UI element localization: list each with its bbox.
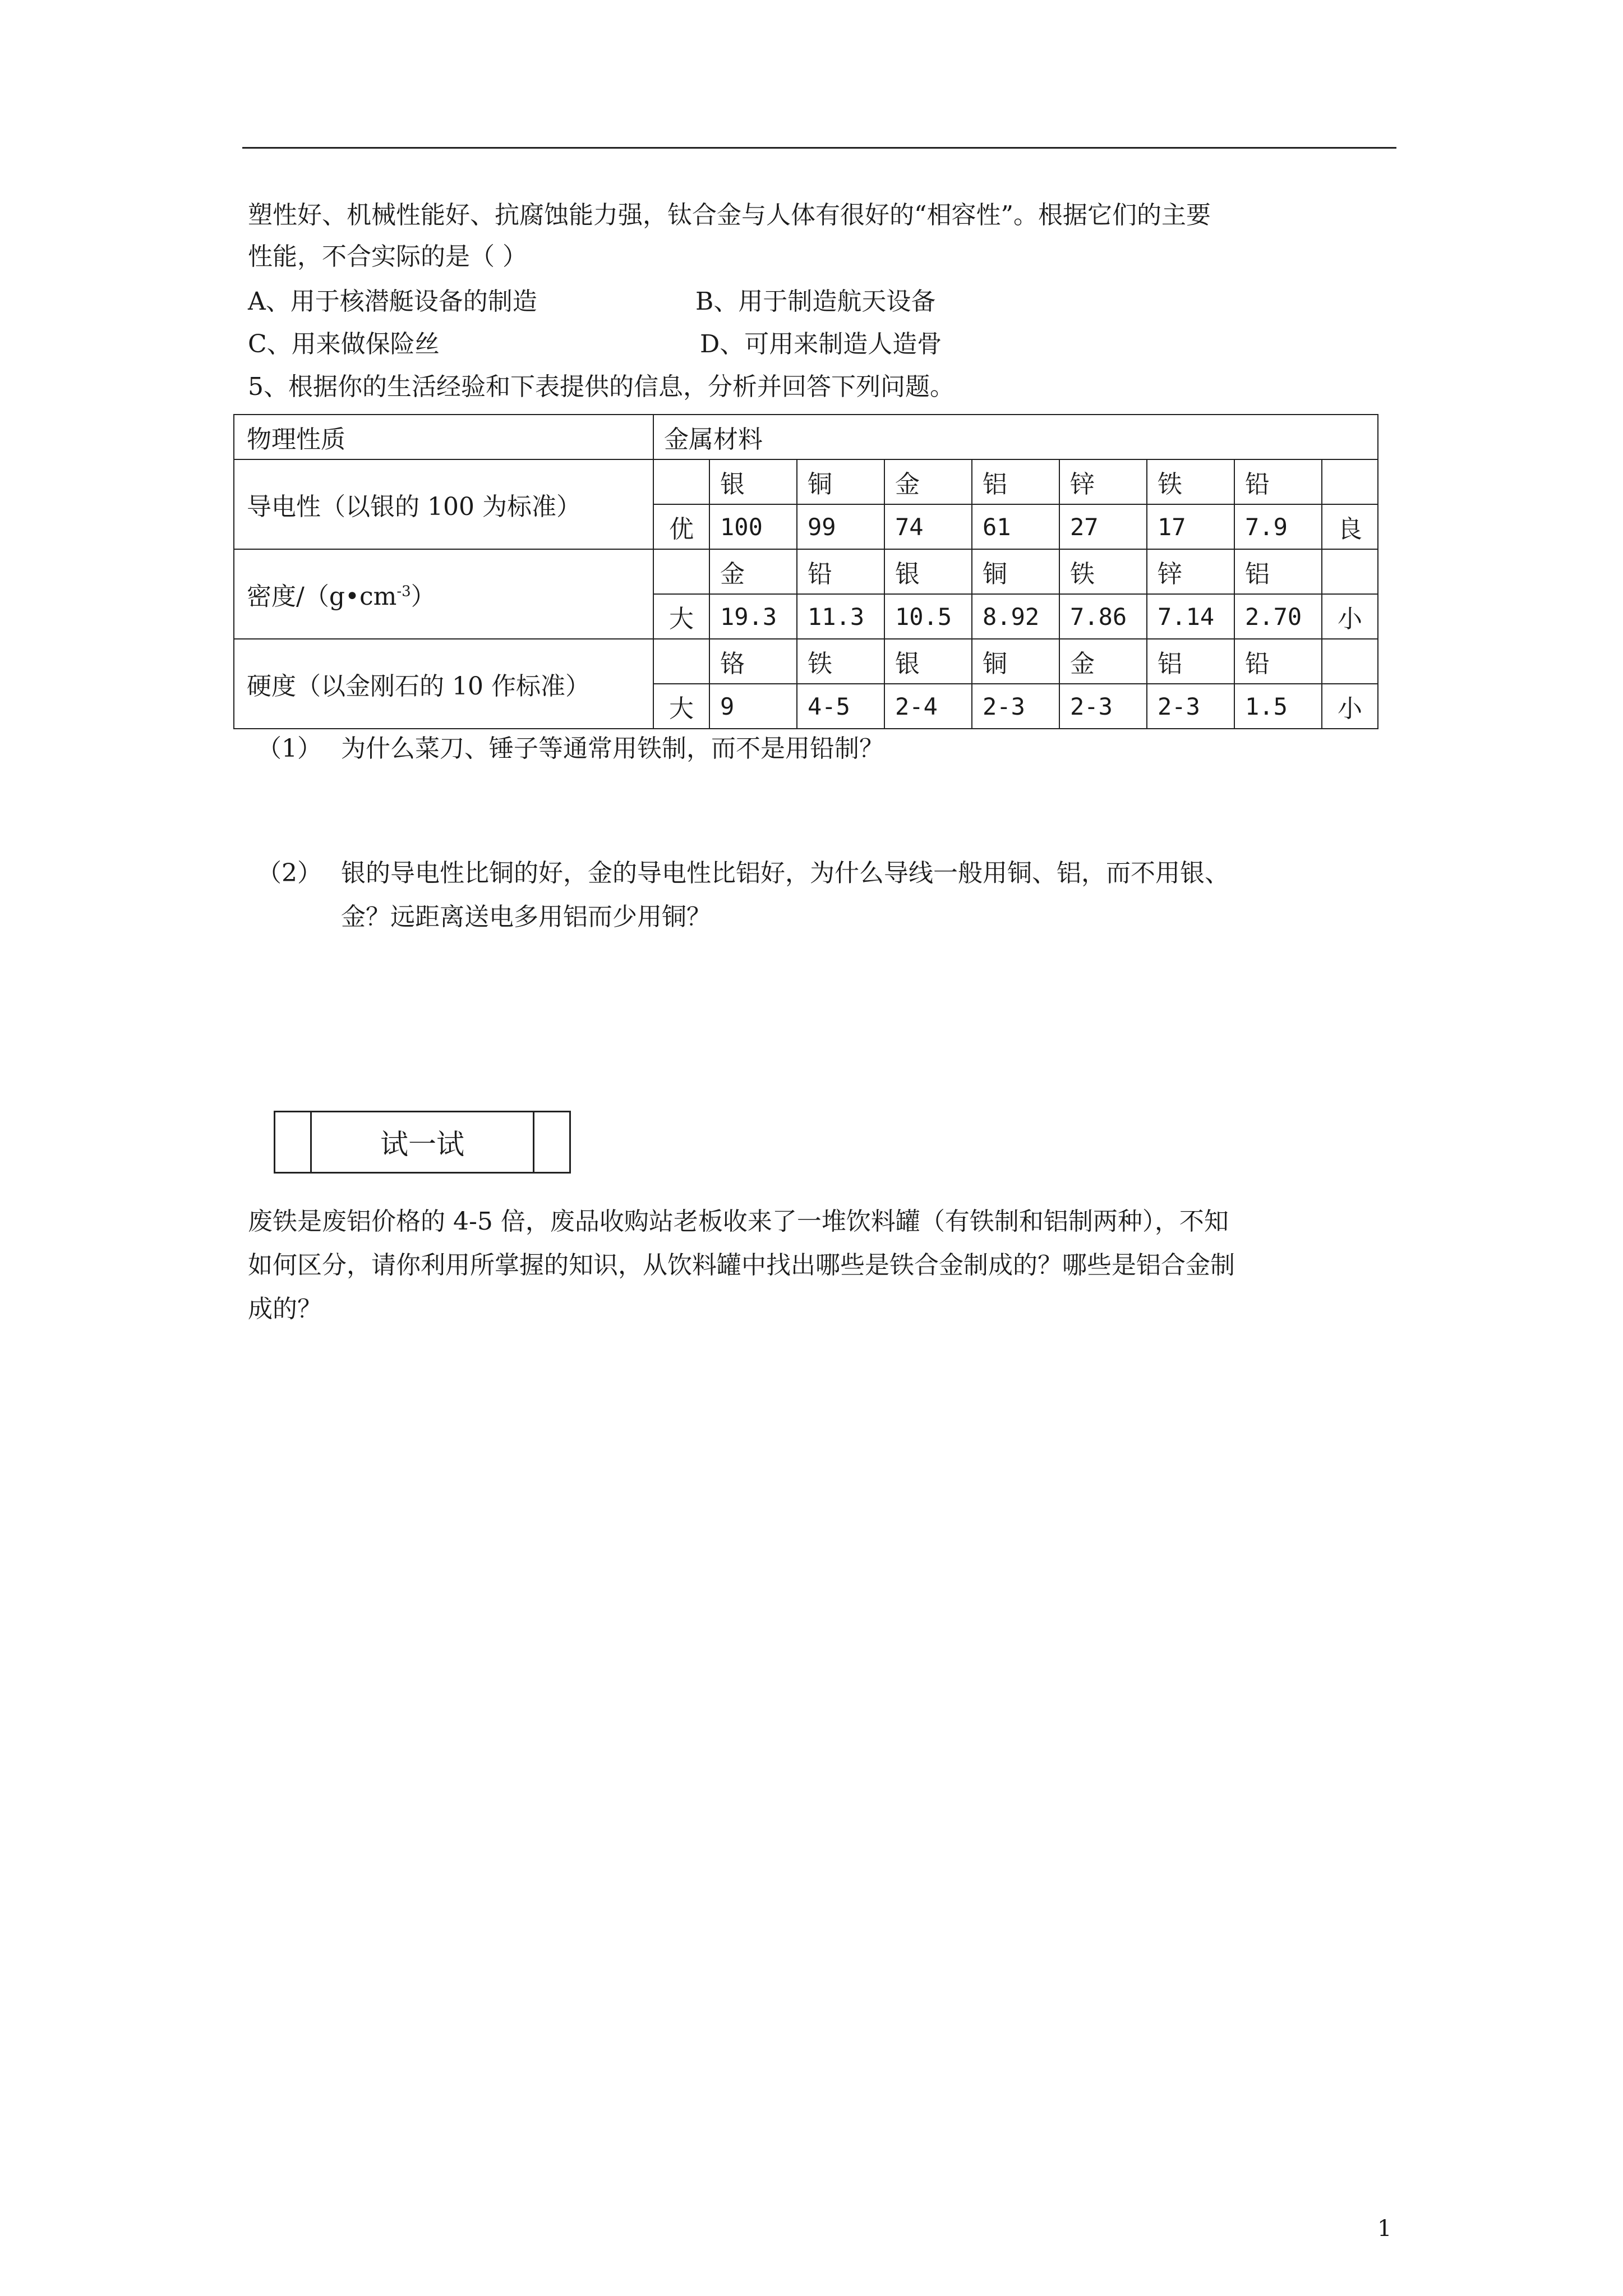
metal-name: 铁: [1059, 549, 1147, 594]
metal-properties-table: [233, 414, 1378, 729]
page-number: 1: [1377, 2216, 1392, 2242]
metal-name: 银: [709, 459, 797, 504]
metal-value: 7.14: [1147, 594, 1234, 639]
try-text-line-1: 废铁是废铝价格的 4-5 倍，废品收购站老板收来了一堆饮料罐（有铁制和铝制两种），不知: [248, 1207, 1229, 1236]
metal-value: 27: [1059, 504, 1147, 549]
metal-value: 2-3: [1059, 684, 1147, 729]
header-rule: [242, 147, 1396, 149]
sub-question-1-label: （1）: [257, 734, 322, 763]
conductivity-label: 导电性（以银的 100 为标准）: [234, 459, 653, 549]
metal-value: 61: [972, 504, 1059, 549]
option-a: A、用于核潜艇设备的制造: [248, 287, 537, 316]
sub-question-1: [257, 727, 1401, 772]
scale-high: 大: [653, 594, 709, 639]
metal-name: 金: [1059, 639, 1147, 684]
hardness-label: 硬度（以金刚石的 10 作标准）: [234, 639, 653, 729]
metal-name: 银: [884, 639, 972, 684]
metal-value: 7.9: [1234, 504, 1322, 549]
intro-line-2: 性能，不合实际的是（ ）: [248, 242, 527, 271]
metal-name: 铜: [972, 639, 1059, 684]
sub-question-1-text: 为什么菜刀、锤子等通常用铁制，而不是用铅制？: [341, 734, 884, 763]
table-cell: [653, 549, 709, 594]
metal-value: 1.5: [1234, 684, 1322, 729]
scale-high: 优: [653, 504, 709, 549]
metal-value: 19.3: [709, 594, 797, 639]
metal-name: 锌: [1059, 459, 1147, 504]
sub-question-2-text-line-1: 银的导电性比铜的好，金的导电性比铝好，为什么导线一般用铜、铝，而不用银、: [341, 859, 1229, 887]
metal-value: 2.70: [1234, 594, 1322, 639]
header-property: 物理性质: [234, 415, 653, 459]
table-row: [234, 549, 1378, 594]
metal-name: 金: [709, 549, 797, 594]
table-cell: [653, 459, 709, 504]
metal-value: 74: [884, 504, 972, 549]
metal-name: 铝: [972, 459, 1059, 504]
sub-question-2: [257, 852, 1401, 941]
metal-name: 铝: [1147, 639, 1234, 684]
scale-low: 小: [1322, 684, 1378, 729]
option-b: B、用于制造航天设备: [695, 287, 936, 316]
metal-name: 铜: [972, 549, 1059, 594]
intro-line-1: 塑性好、机械性能好、抗腐蚀能力强，钛合金与人体有很好的“相容性”。根据它们的主要: [248, 201, 1211, 229]
density-label-sup: -3: [396, 583, 411, 600]
metal-value: 9: [709, 684, 797, 729]
sub-question-2-label: （2）: [257, 859, 322, 887]
metal-name: 铅: [1234, 639, 1322, 684]
table-header-row: [234, 415, 1378, 459]
metal-name: 锌: [1147, 549, 1234, 594]
metal-value: 4-5: [797, 684, 884, 729]
table-row: [234, 459, 1378, 504]
metal-name: 铅: [797, 549, 884, 594]
try-it-title: 试一试: [380, 1128, 464, 1161]
header-material: 金属材料: [653, 415, 1378, 459]
option-d: D、可用来制造人造骨: [700, 330, 942, 358]
table-cell: [1322, 459, 1378, 504]
metal-value: 10.5: [884, 594, 972, 639]
metal-value: 2-3: [972, 684, 1059, 729]
try-text-line-3: 成的？: [248, 1295, 322, 1323]
metal-value: 8.92: [972, 594, 1059, 639]
metal-value: 11.3: [797, 594, 884, 639]
metal-name: 铬: [709, 639, 797, 684]
try-it-box: [274, 1111, 571, 1174]
metal-value: 100: [709, 504, 797, 549]
scale-low: 良: [1322, 504, 1378, 549]
density-label-end: ）: [411, 582, 436, 611]
metal-name: 铜: [797, 459, 884, 504]
sub-question-2-text-line-2: 金？远距离送电多用铝而少用铜？: [341, 903, 711, 931]
density-label: [234, 549, 653, 639]
scale-high: 大: [653, 684, 709, 729]
metal-value: 99: [797, 504, 884, 549]
try-text-line-2: 如何区分，请你利用所掌握的知识，从饮料罐中找出哪些是铁合金制成的？哪些是铝合金制: [248, 1251, 1235, 1280]
metal-name: 铁: [1147, 459, 1234, 504]
metal-value: 2-3: [1147, 684, 1234, 729]
metal-value: 7.86: [1059, 594, 1147, 639]
metal-name: 铝: [1234, 549, 1322, 594]
option-c: C、用来做保险丝: [248, 330, 440, 358]
metal-name: 金: [884, 459, 972, 504]
metal-value: 17: [1147, 504, 1234, 549]
metal-name: 铅: [1234, 459, 1322, 504]
metal-value: 2-4: [884, 684, 972, 729]
metal-name: 铁: [797, 639, 884, 684]
density-label-main: 密度/（g•cm: [247, 582, 397, 611]
metal-name: 银: [884, 549, 972, 594]
table-cell: [1322, 549, 1378, 594]
table-row: [234, 639, 1378, 684]
question-5: 5、根据你的生活经验和下表提供的信息，分析并回答下列问题。: [248, 372, 955, 401]
table-cell: [1322, 639, 1378, 684]
table-cell: [653, 639, 709, 684]
scale-low: 小: [1322, 594, 1378, 639]
